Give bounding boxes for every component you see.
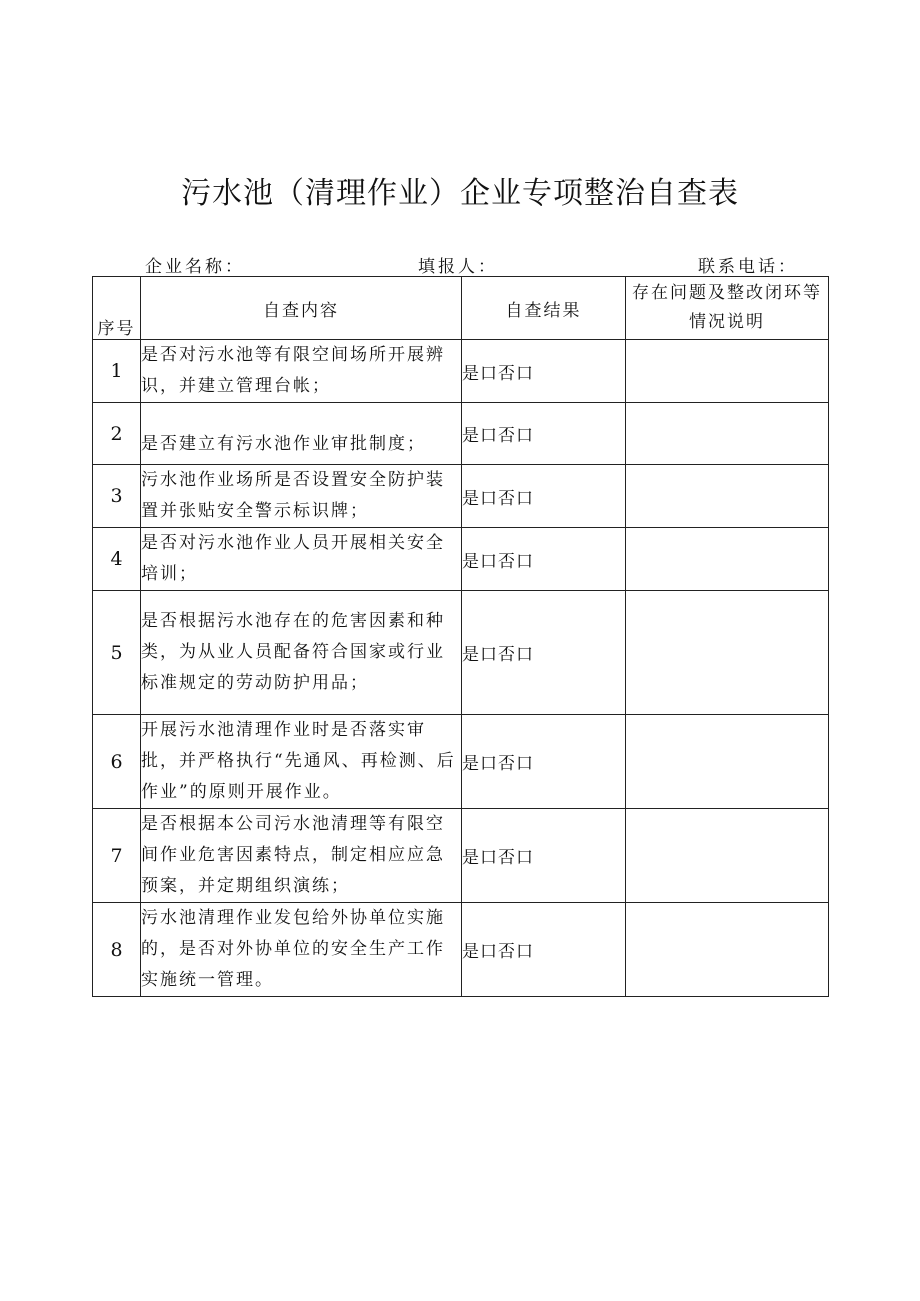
table-row bbox=[93, 809, 829, 903]
reporter-label: 填报人： bbox=[418, 257, 498, 277]
row-number: 4 bbox=[93, 528, 141, 591]
row-notes-cell[interactable] bbox=[626, 591, 829, 715]
header-content: 自查内容 bbox=[141, 277, 462, 340]
table-row bbox=[93, 715, 829, 809]
table-row bbox=[93, 403, 829, 465]
table-row bbox=[93, 591, 829, 715]
row-content: 污水池清理作业发包给外协单位实施的，是否对外协单位的安全生产工作实施统一管理。 bbox=[141, 903, 462, 997]
table-header-row bbox=[93, 277, 829, 340]
table-row bbox=[93, 340, 829, 403]
row-result-checkboxes[interactable]: 是口否口 bbox=[462, 465, 626, 528]
row-number: 6 bbox=[93, 715, 141, 809]
row-notes-cell[interactable] bbox=[626, 465, 829, 528]
row-notes-cell[interactable] bbox=[626, 528, 829, 591]
table-row bbox=[93, 903, 829, 997]
page-title: 污水池（清理作业）企业专项整治自查表 bbox=[181, 176, 739, 211]
row-result-checkboxes[interactable]: 是口否口 bbox=[462, 715, 626, 809]
row-notes-cell[interactable] bbox=[626, 403, 829, 465]
table-row bbox=[93, 465, 829, 528]
row-notes-cell[interactable] bbox=[626, 715, 829, 809]
header-notes: 存在问题及整改闭环等情况说明 bbox=[626, 277, 829, 340]
row-content: 是否根据污水池存在的危害因素和种类，为从业人员配备符合国家或行业标准规定的劳动防护用品； bbox=[141, 591, 462, 715]
company-name-label: 企业名称： bbox=[145, 257, 245, 277]
row-notes-cell[interactable] bbox=[626, 809, 829, 903]
row-result-checkboxes[interactable]: 是口否口 bbox=[462, 528, 626, 591]
row-number: 3 bbox=[93, 465, 141, 528]
row-content: 是否对污水池作业人员开展相关安全培训； bbox=[141, 528, 462, 591]
row-result-checkboxes[interactable]: 是口否口 bbox=[462, 903, 626, 997]
self-check-table bbox=[92, 276, 829, 997]
row-content: 是否根据本公司污水池清理等有限空间作业危害因素特点，制定相应应急预案，并定期组织演练； bbox=[141, 809, 462, 903]
row-number: 5 bbox=[93, 591, 141, 715]
header-seq: 序号 bbox=[93, 277, 141, 340]
row-result-checkboxes[interactable]: 是口否口 bbox=[462, 403, 626, 465]
row-number: 2 bbox=[93, 403, 141, 465]
row-content: 开展污水池清理作业时是否落实审批，并严格执行“先通风、再检测、后作业”的原则开展作业。 bbox=[141, 715, 462, 809]
table-row bbox=[93, 528, 829, 591]
row-result-checkboxes[interactable]: 是口否口 bbox=[462, 340, 626, 403]
row-content: 污水池作业场所是否设置安全防护装置并张贴安全警示标识牌； bbox=[141, 465, 462, 528]
phone-label: 联系电话： bbox=[698, 257, 798, 277]
row-content: 是否建立有污水池作业审批制度； bbox=[141, 403, 462, 465]
row-number: 1 bbox=[93, 340, 141, 403]
row-result-checkboxes[interactable]: 是口否口 bbox=[462, 591, 626, 715]
row-notes-cell[interactable] bbox=[626, 340, 829, 403]
header-result: 自查结果 bbox=[462, 277, 626, 340]
row-content: 是否对污水池等有限空间场所开展辨识，并建立管理台帐； bbox=[141, 340, 462, 403]
row-number: 7 bbox=[93, 809, 141, 903]
row-result-checkboxes[interactable]: 是口否口 bbox=[462, 809, 626, 903]
row-notes-cell[interactable] bbox=[626, 903, 829, 997]
row-number: 8 bbox=[93, 903, 141, 997]
